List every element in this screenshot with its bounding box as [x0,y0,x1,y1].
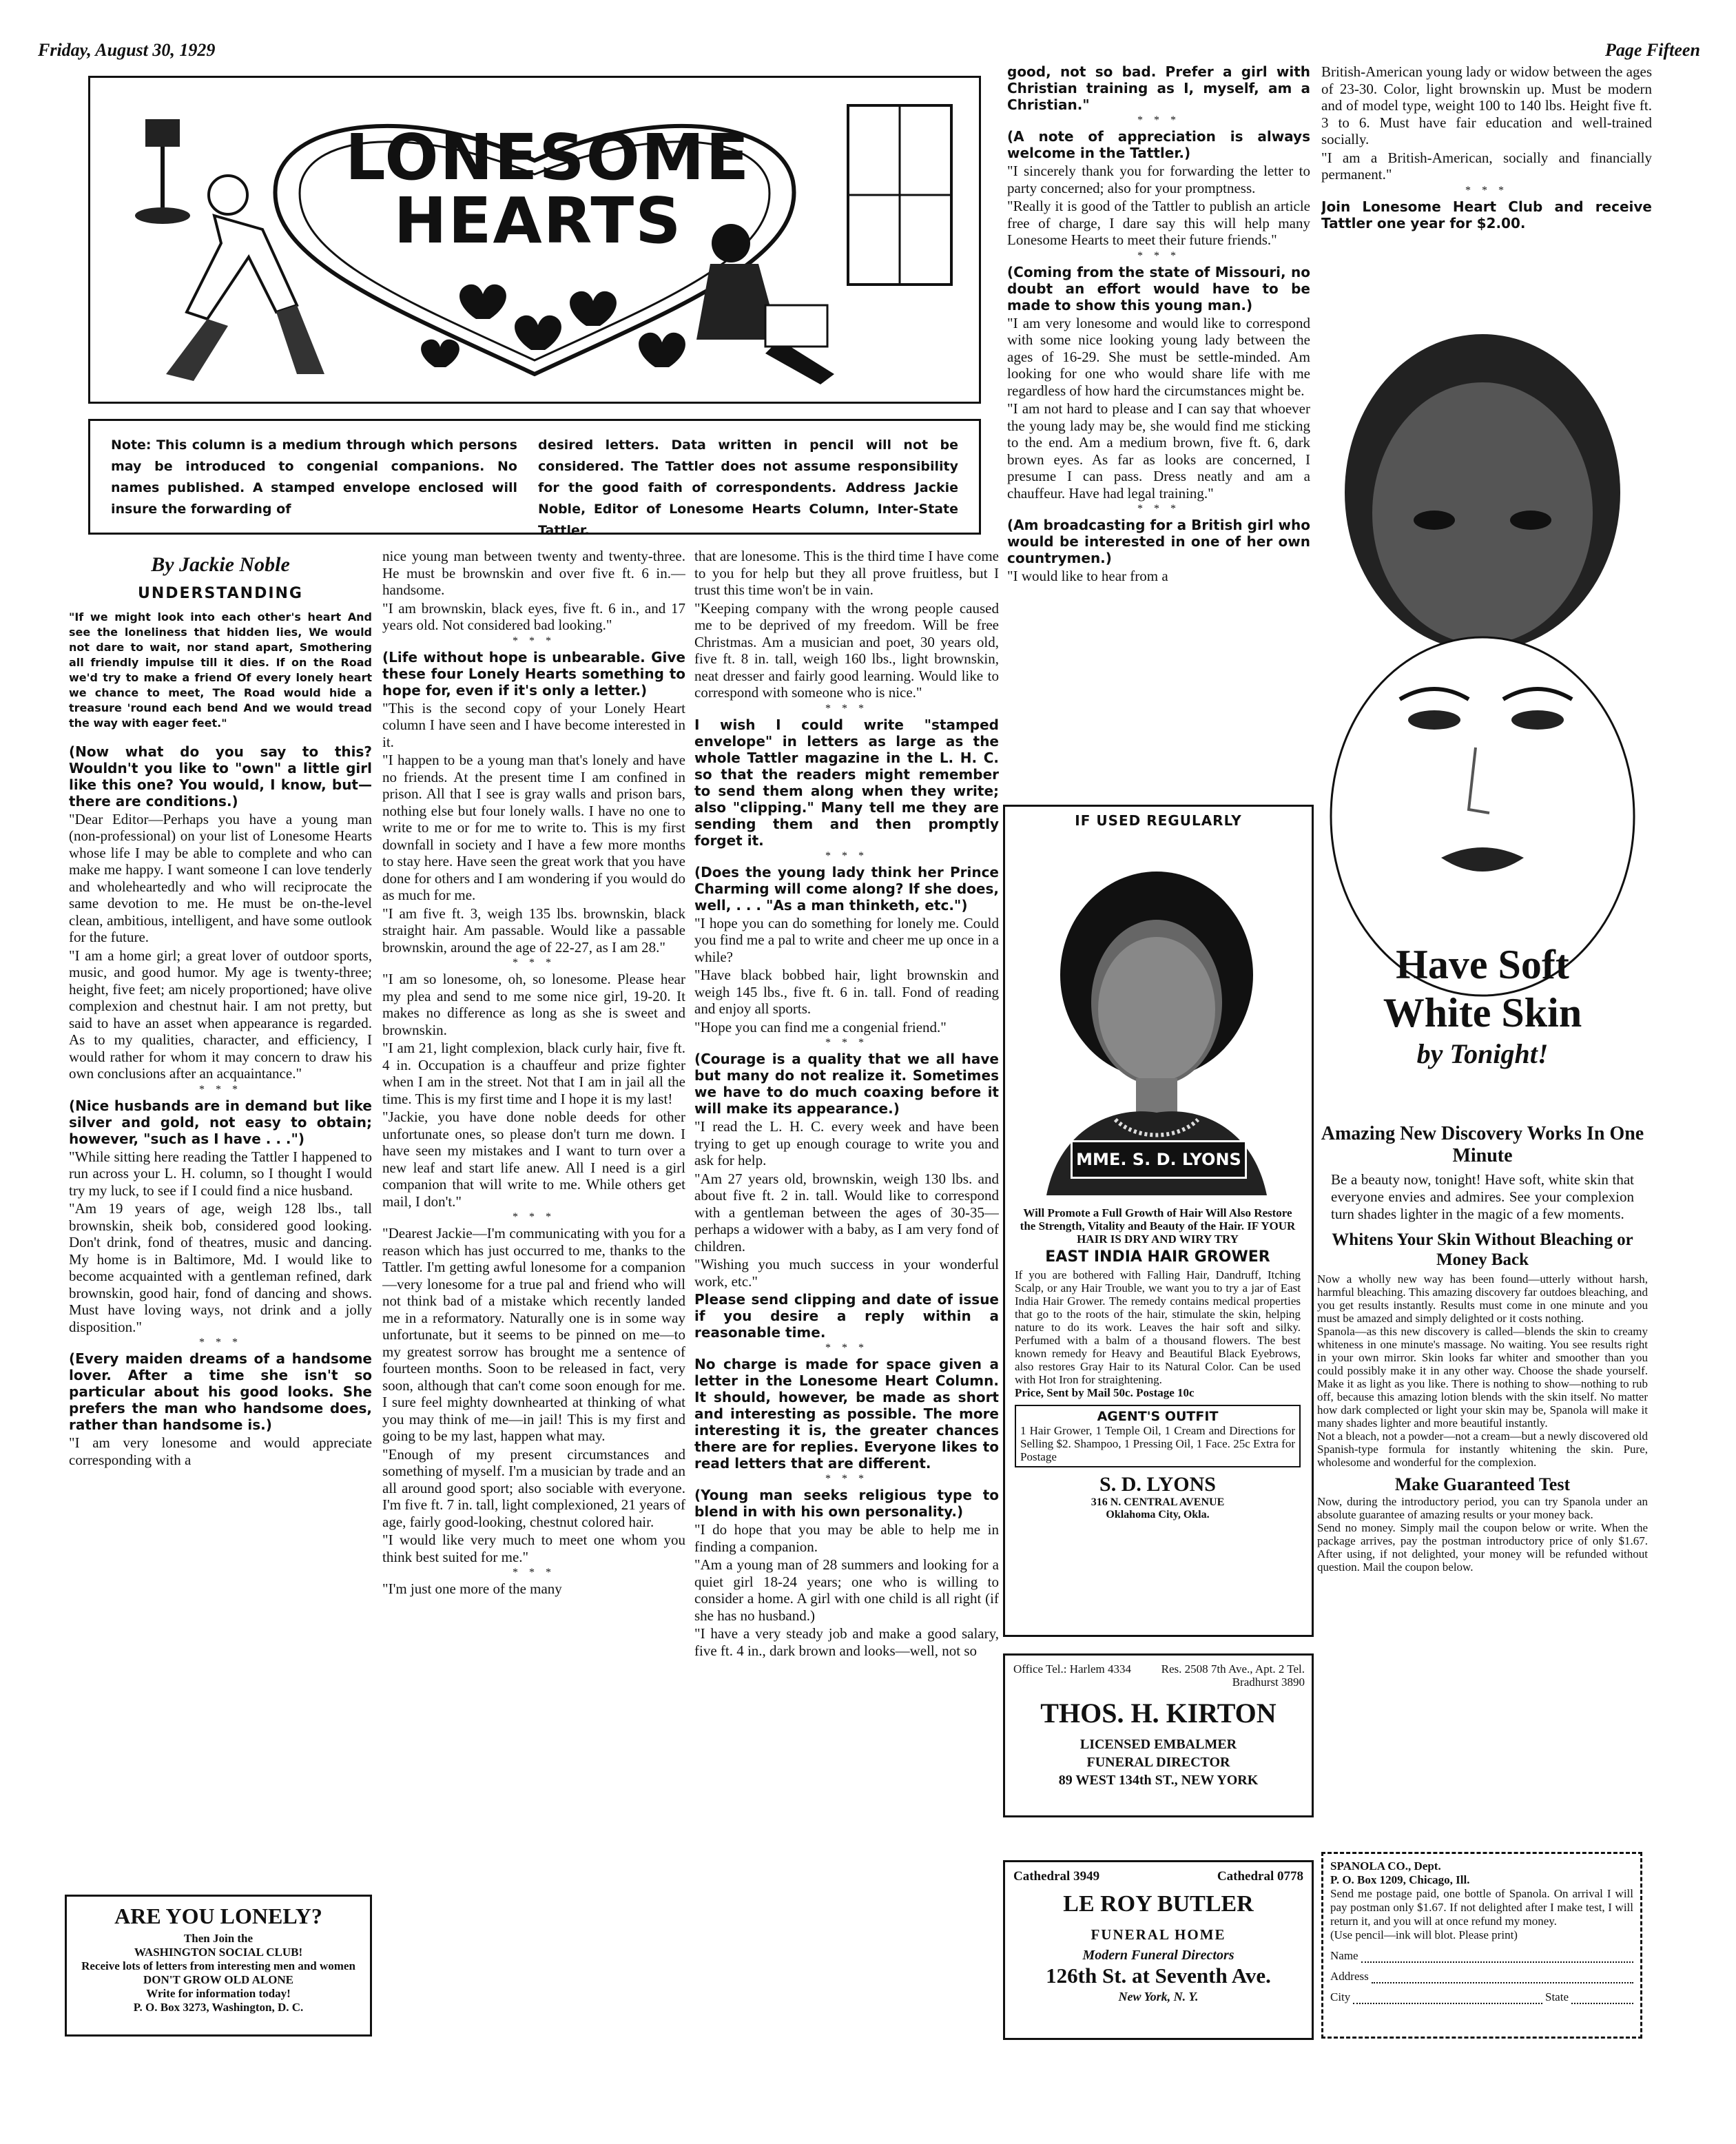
col1-p1: (Now what do you say to this? Wouldn't you like to "own" a little girl like this one? You would, I know, but—there are conditions.) [69,743,372,810]
masthead-title-line2: HEARTS [393,184,683,258]
coupon-l2: P. O. Box 1209, Chicago, Ill. [1330,1873,1470,1886]
col1-p2: "Dear Editor—Perhaps you have a young man (non-professional) on your list of Lonesome Hearts whose life I may be able to complete and who can make me happy. I want someone I can love tenderly and wholeheartedly and who will reciprocate the same devotion to me. He must be on-the-level clean, ambitious, intelligent, and have some outlook for the future. [69,810,372,945]
spanola-body5: Send no money. Simply mail the coupon below or write. When the package arrives, pay the postman introductory price of only $1.67. After using, if not delighted, your money will be refunded without question. Mail the coupon below. [1317,1521,1648,1574]
kirton-name: THOS. H. KIRTON [1040,1698,1277,1729]
separator: * * * [513,1211,555,1223]
kirton-l1: LICENSED EMBALMER [1079,1737,1237,1752]
column-4 [1007,63,1310,787]
column-2 [382,548,685,2105]
col4-p5: (Coming from the state of Missouri, no doubt an effort would have to be made to show this young man.) [1007,263,1310,313]
spanola-headline1: Have Soft [1396,942,1569,987]
coupon-address-field[interactable] [1372,1970,1633,1983]
lyons-product: EAST INDIA HAIR GROWER [1045,1248,1270,1266]
lyons-outfit-body: 1 Hair Grower, 1 Temple Oil, 1 Cream and Directions for Selling $2. Shampoo, 1 Pressing Oil, 1 Face. 25c Extra for Postage [1020,1424,1295,1463]
coupon-note: (Use pencil—ink will blot. Please print) [1330,1928,1518,1941]
col3-p1: that are lonesome. This is the third time I have come to you for help but they all prove fruitless, but I trust this time won't be in vain. [694,548,999,598]
lyons-top: IF USED REGULARLY [1075,812,1242,829]
coupon-city-row [1330,1990,1633,2004]
col5-p3: Join Lonesome Heart Club and receive Tattler one year for $2.00. [1321,198,1652,231]
column-3 [694,548,999,2105]
column-note [88,419,981,538]
col3-p17: "I have a very steady job and make a good salary, five ft. 4 in., dark brown and looks—well, not so [694,1625,999,1659]
lyons-address2: Oklahoma City, Okla. [1106,1509,1210,1521]
coupon-state-field[interactable] [1571,1990,1633,2004]
col3-p2: "Keeping company with the wrong people caused me to be deprived of my freedom. Will be free Christmas. Am a musician and poet, 30 years old, five ft. 8 in. tall, weigh 160 lbs., light brownskin, neat dresser and fairly good learning. Would like to correspond with someone who is nice." [694,599,999,701]
separator: * * * [199,1083,242,1095]
coupon-l1: SPANOLA CO., Dept. [1330,1859,1441,1873]
separator: * * * [1137,249,1180,262]
separator: * * * [199,1337,242,1348]
spanola-sub2: Whitens Your Skin Without Bleaching or Money Back [1332,1230,1633,1269]
butler-l4: New York, N. Y. [1118,1990,1199,2003]
spanola-body2: Spanola—as this new discovery is called—blends the skin to creamy whiteness in one minute's massage. No waiting. You see results right in your own mirror. Skin looks far whiter and smoother than you could possibly make it in any other way. Choose the shade yourself. Make it as light as you like. There is nothing to show—nothing to rub off, because this amazing lotion blends with the skin itself. No matter how dark complected or light your skin may be, Spanola will make it many shades lighter and more beautiful instantly. [1317,1325,1648,1430]
ad-spanola [1317,334,1648,1099]
col4-p1: good, not so bad. Prefer a girl with Christian training as I, myself, am a Christian." [1007,63,1310,113]
ad-lonely-l5: Write for information today! [146,1987,291,2000]
spanola-coupon [1321,1852,1642,2039]
col3-p8: (Courage is a quality that we all have but many do not realize it. Sometimes we have to do much coaxing before it will make its appearance.) [694,1051,999,1117]
col2-p3: (Life without hope is unbearable. Give these four Lonely Hearts something to hope for, even if it's only a letter.) [382,648,685,699]
separator: * * * [513,1567,555,1578]
spanola-body4: Now, during the introductory period, you can try Spanola under an absolute guarantee of amazing results or your money back. [1317,1495,1648,1521]
kirton-l2: FUNERAL DIRECTOR [1086,1755,1230,1770]
col4-p6: "I am very lonesome and would like to correspond with some nice looking young lady between the ages of 16-29. She must be settle-minded. Am looking for one who would share life with me regardless of how hard the circumstances might be. [1007,314,1310,399]
col3-p9: "I read the L. H. C. every week and have been trying to get up enough courage to write you and ask for help. [694,1118,999,1168]
col1-p4: (Nice husbands are in demand but like silver and gold, not easy to obtain; however, "such as I have . . .") [69,1097,372,1147]
ad-lonely-l6: P. O. Box 3273, Washington, D. C. [133,2001,304,2014]
ad-lonely-l2: WASHINGTON SOCIAL CLUB! [134,1946,303,1959]
col2-p10: "Dearest Jackie—I'm communicating with you for a reason which has just occurred to me, thanks to the Tattler. I'm getting awful lonesome for a companion—very lonesome for a true pal and friend who will not think bad of a mistake which recently landed me in a reformatory. Naturally one is in some way unfortunate, but it seems to be pinned on me—to my greatest sorrow has brought me a sentence of fourteen months. Soon to be released in fact, very soon, although that can't come soon enough for me. I sure feel mighty downhearted at thinking of what you may think of me—in jail! This is my first and going to be my last, happen what may. [382,1225,685,1444]
coupon-body: Send me postage paid, one bottle of Spanola. On arrival I will pay postman only $1.67. If not delighted after I make test, I will return it, and you will at once refund my money. [1330,1887,1633,1928]
col3-p15: "I do hope that you may be able to help me in finding a companion. [694,1521,999,1555]
col2-p12: "I would like very much to meet one whom you think best suited for me." [382,1532,685,1565]
col1-p6: "Am 19 years of age, weigh 128 lbs., tall brownskin, sheik bob, considered good looking. Don't drink, fond of theatres, music and dancing. My home is in Baltimore, Md. I would like to become acquainted with a gentleman refined, dark brownskin, good hair, fond of dancing and shows. Must have loving ways, not drink and a jolly disposition." [69,1200,372,1335]
spanola-sub1: Amazing New Discovery Works In One Minute [1321,1123,1644,1166]
col3-p5: "I hope you can do something for lonely me. Could you find me a pal to write and cheer me up once in a while? [694,914,999,965]
separator: * * * [513,635,555,647]
lyons-price: Price, Sent by Mail 50c. Postage 10c [1015,1386,1195,1399]
separator: * * * [1137,114,1180,126]
kirton-res: Res. 2508 7th Ave., Apt. 2 Tel. Bradhurst 3890 [1161,1662,1305,1689]
col3-p7: "Hope you can find me a congenial friend." [694,1018,947,1035]
coupon-address-label: Address [1330,1970,1369,1983]
lyons-outfit-title: AGENT'S OUTFIT [1097,1409,1219,1424]
col3-p13: No charge is made for space given a letter in the Lonesome Heart Column. It should, however, be made as short and interesting as possible. The more interesting it is, the greater chances there are for replies. Everyone likes to read letters that are different. [694,1356,999,1472]
kirton-office: Office Tel.: Harlem 4334 [1013,1662,1131,1676]
separator: * * * [825,1342,868,1354]
lyons-body: If you are bothered with Falling Hair, Dandruff, Itching Scalp, or any Hair Trouble, we want you to try a jar of East India Hair Grower. The remedy contains medical properties that go to the roots of the hair, stimulate the skin, helping nature to do its work. Leaves the hair soft and silky. Perfumed with a balm of a thousand flowers. The best known remedy for Heavy and Beautiful Black Eyebrows, also restores Gray Hair to its Natural Color. Can be used with Hot Iron for straightening. [1015,1268,1301,1386]
separator: * * * [825,1473,868,1485]
masthead-illustration [88,76,981,404]
poem: "If we might look into each other's heart And see the loneliness that hidden lies, We would not dare to wait, nor stand apart, Smothering all friendly impulse till it dies. If on the Road we'd try to make a friend Of every lonely heart we chance to meet, The Road would hide a treasure 'round each bend And we would tread the way with eager feet." [69,610,372,730]
butler-l1: FUNERAL HOME [1091,1926,1226,1943]
coupon-state-label: State [1545,1990,1569,2003]
col3-p6: "Have black bobbed hair, light brownskin and weigh 145 lbs., five ft. 6 in. tall. Fond of reading and enjoy all sports. [694,967,999,1017]
col2-p9: "Jackie, you have done noble deeds for other unfortunate ones, so please don't turn me down. I have seen my mistakes and I want to turn over a new leaf and start life anew. All I need is a girl companion that will write to me. While others get mail, I don't." [382,1109,685,1210]
col1-p3: "I am a home girl; a great lover of outdoor sports, music, and good humor. My age is twenty-three; height, five feet; am nicely proportioned; have olive complexion and chestnut hair. I am not pretty, but said to have an asset when appearance is regarded. As to my qualities, character, and efficiency, I would rather for whom it may concern to draw his own conclusions after an acquaintance." [69,947,372,1082]
coupon-city-field[interactable] [1353,1990,1542,2004]
ad-washington-social-club [65,1895,372,2037]
separator: * * * [513,957,555,969]
col1-p8: "I am very lonesome and would appreciate corresponding with a [69,1434,372,1468]
poem-title: UNDERSTANDING [137,585,303,602]
spanola-intro: Be a beauty now, tonight! Have soft, white skin that everyone envies and admires. See your complexion turn shades lighter in the magic of a few moments. [1331,1171,1634,1222]
col5-p1: British-American young lady or widow between the ages of 23-30. Color, light brownskin up. Must be modern and of model type, weight 100 to 140 lbs. Height five ft. 3 to 6. Must have fair education and well-trained socially. [1321,63,1652,147]
col2-p1: nice young man between twenty and twenty-three. He must be brownskin and over five ft. 6 in.—handsome. [382,548,685,598]
butler-name: LE ROY BUTLER [1063,1891,1254,1917]
col4-p8: (Am broadcasting for a British girl who would be interested in one of her own countrymen.) [1007,517,1310,566]
coupon-name-field[interactable] [1361,1949,1633,1963]
note-right: desired letters. Data written in pencil will not be considered. The Tattler does not assume responsibility for the good faith of correspondents. Address Jackie Noble, Editor of Lonesome Hearts Column, Inter-State Tattler. [538,437,958,538]
ad-lonely-l1: Then Join the [183,1932,254,1945]
coupon-city-label: City [1330,1990,1351,2003]
col3-p11: "Wishing you much success in your wonderful work, etc." [694,1256,999,1290]
coupon-name-label: Name [1330,1949,1358,1962]
kirton-l3: 89 WEST 134th ST., NEW YORK [1058,1773,1259,1788]
coupon-name-row [1330,1949,1633,1963]
column-5 [1321,63,1652,298]
col3-p10: "Am 27 years old, brownskin, weigh 130 lbs. and about five ft. 2 in. tall. Would like to correspond with a gentleman between the ages of 30-35—perhaps a widower with a baby, as I am very fond of children. [694,1170,999,1255]
spanola-body1: Now a wholly new way has been found—utterly without harsh, harmful bleaching. This amazing discovery far outdoes bleaching, and you get results instantly. Results must come in one minute and you must be amazed and simply delighted or it costs nothing. [1317,1272,1648,1325]
separator: * * * [825,849,868,862]
spanola-sub3: Make Guaranteed Test [1394,1474,1571,1494]
butler-l3: 126th St. at Seventh Ave. [1046,1963,1271,1988]
butler-l2: Modern Funeral Directors [1082,1948,1234,1963]
col5-p2: "I am a British-American, socially and financially permanent." [1321,149,1652,183]
lyons-address1: 316 N. CENTRAL AVENUE [1091,1496,1225,1508]
lyons-photo [1033,837,1281,1195]
col2-p6: "I am five ft. 3, weigh 135 lbs. brownskin, black straight hair. Am passable. Would like a passable brownskin, around the age of 22-27, as I am 28." [382,905,685,956]
separator: * * * [1465,184,1508,196]
col2-p2: "I am brownskin, black eyes, five ft. 6 in., and 17 years old. Not considered bad looking." [382,599,685,633]
column-1 [69,551,372,1846]
col4-p2: (A note of appreciation is always welcome in the Tattler.) [1007,128,1310,161]
spanola-headline3: by Tonight! [1416,1038,1549,1069]
issue-date: Friday, August 30, 1929 [38,40,216,60]
spanola-body3: Not a bleach, not a powder—not a cream—but a newly discovered old Spanish-type formula for instantly whitening the skin. Pure, wholesome and wonderful for the complexion. [1317,1430,1648,1469]
ad-thos-kirton [1003,1653,1314,1817]
col2-p7: "I am so lonesome, oh, so lonesome. Please hear my plea and send to me some nice girl, 19-20. It makes no difference as long as she is sweet and brownskin. [382,971,685,1038]
col1-p7: (Every maiden dreams of a handsome lover. After a time she isn't so particular about his good looks. She prefers the man who handsome does, rather than handsome is.) [69,1350,372,1433]
page-number: Page Fifteen [1605,40,1700,60]
lyons-name: S. D. LYONS [1099,1473,1216,1496]
separator: * * * [825,1037,868,1049]
col2-p5: "I happen to be a young man that's lonely and have no friends. At the present time I am confined in prison. All that I see is gray walls and prison bars, nothing else but four lonely walls. I have no one to write to me or for me to write to. This is my first downfall in society and I have a few more months to stay here. Have seen the great work that you have done for others and I am wondering if you would do as much for me. [382,752,685,903]
separator: * * * [1137,503,1180,515]
col4-p4: "Really it is good of the Tattler to publish an article free of charge, I dare say this will help many Lonesome Hearts to meet their future friends." [1007,198,1310,248]
col3-p16: "Am a young man of 28 summers and looking for a quiet girl 18-24 years; one who is willing to consider a home. A girl with one child is all right (if she has no husband.) [694,1556,999,1624]
col2-p8: "I am 21, light complexion, black curly hair, five ft. 4 in. Occupation is a chauffeur and prize fighter when I am in the street. Not that I am in jail all the time. This is my first time and I hope it is my last! [382,1040,685,1107]
lyons-claim: Will Promote a Full Growth of Hair Will Also Restore the Strength, Vitality and Beauty of the Hair. IF YOUR HAIR IS DRY AND WIRY TRY [1020,1206,1296,1246]
separator: * * * [825,702,868,714]
coupon-address-row [1330,1970,1633,1983]
ad-lonely-title: ARE YOU LONELY? [114,1904,322,1928]
byline: By Jackie Noble [151,553,290,576]
col2-p11: "Enough of my present circumstances and something of myself. I'm a musician by trade and an all around good sport; also sociable with everyone. I'm five ft. 7 in. tall, light complexioned, 21 years of age, fairly good-looking, chestnut colored hair. [382,1445,685,1530]
col3-p3: I wish I could write "stamped envelope" in letters as large as the whole Tattler magazine in the L. H. C. so that the readers might remember to send them along when they write; also "clipping." Many tell me they are sending them and then promptly forget it. [694,716,999,849]
col2-p13: "I'm just one more of the many [382,1580,562,1597]
col1-p5: "While sitting here reading the Tattler I happened to run across your L. H. column, so I thought I would try my luck, to see if I could find a nice husband. [69,1148,372,1199]
spanola-copy [1317,1123,1648,1574]
col3-p4: (Does the young lady think her Prince Charming will come along? If she does, well, . . . "As a man thinketh, etc.") [694,863,999,914]
col2-p4: "This is the second copy of your Lonely Heart column I have seen and I have become interested in it. [382,699,685,750]
butler-tel-left: Cathedral 3949 [1013,1869,1100,1884]
ad-lonely-l3: Receive lots of letters from interesting men and women [81,1959,355,1972]
col3-p12: Please send clipping and date of issue if you desire a reply within a reasonable time. [694,1291,999,1341]
ad-le-roy-butler [1003,1860,1314,2040]
col4-p3: "I sincerely thank you for forwarding the letter to party concerned; also for your promptness. [1007,163,1310,196]
masthead-title-line1: LONESOME [345,121,751,194]
spanola-headline2: White Skin [1383,990,1582,1035]
col3-p14: (Young man seeks religious type to blend in with his own personality.) [694,1487,999,1520]
ad-east-india-hair-grower [1003,805,1314,1637]
note-left: Note: This column is a medium through which persons may be introduced to congenial companions. No names published. A stamped envelope enclosed will insure the forwarding of [111,437,517,517]
col4-p7: "I am not hard to please and I can say that whoever the young lady may be, she would find me sticking to the end. Am a medium brown, five ft. 6, dark brown eyes. As far as looks are concerned, I presume I can pass. Dress neatly and am a chauffeur. Have had legal training." [1007,400,1310,502]
lyons-caption: MME. S. D. LYONS [1071,1140,1247,1179]
col4-p9: "I would like to hear from a [1007,568,1168,584]
ad-lonely-l4: DON'T GROW OLD ALONE [143,1973,294,1986]
butler-tel-right: Cathedral 0778 [1217,1869,1303,1884]
